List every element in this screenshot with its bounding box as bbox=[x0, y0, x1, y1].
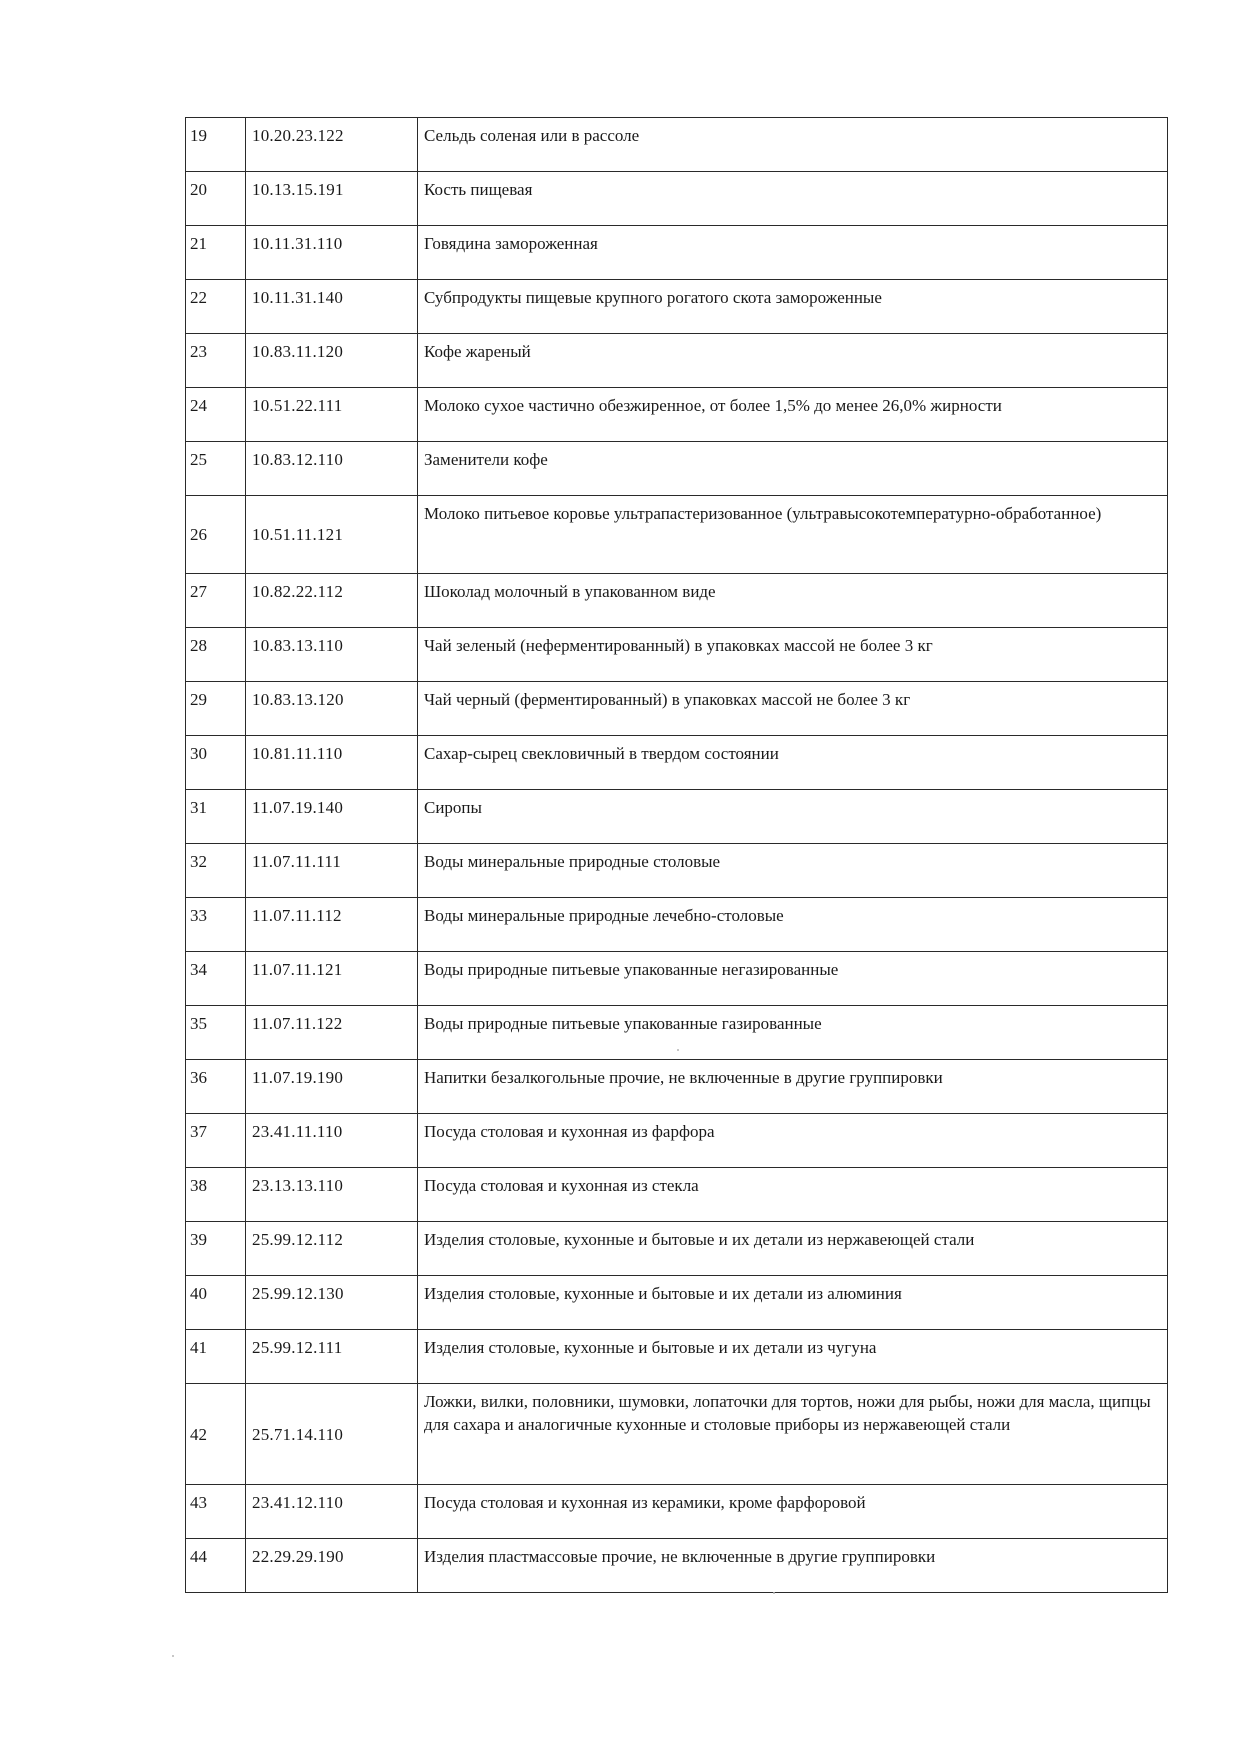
table-row bbox=[186, 1114, 1168, 1168]
product-name: Заменители кофе bbox=[418, 442, 1168, 496]
product-name: Изделия пластмассовые прочие, не включенные в другие группировки bbox=[418, 1539, 1168, 1593]
okpd2-codes-table bbox=[185, 117, 1168, 1593]
okpd2-code: 11.07.19.190 bbox=[246, 1060, 418, 1114]
row-number: 30 bbox=[186, 736, 246, 790]
table-row bbox=[186, 334, 1168, 388]
row-number: 25 bbox=[186, 442, 246, 496]
product-name: Изделия столовые, кухонные и бытовые и их детали из алюминия bbox=[418, 1276, 1168, 1330]
product-name: Кость пищевая bbox=[418, 172, 1168, 226]
okpd2-code: 10.13.15.191 bbox=[246, 172, 418, 226]
table-row bbox=[186, 1330, 1168, 1384]
okpd2-code: 10.51.11.121 bbox=[246, 496, 418, 574]
okpd2-code: 10.82.22.112 bbox=[246, 574, 418, 628]
okpd2-code: 11.07.11.112 bbox=[246, 898, 418, 952]
okpd2-code: 25.71.14.110 bbox=[246, 1384, 418, 1485]
row-number: 38 bbox=[186, 1168, 246, 1222]
table-row bbox=[186, 280, 1168, 334]
row-number: 22 bbox=[186, 280, 246, 334]
table-row bbox=[186, 736, 1168, 790]
table-row bbox=[186, 574, 1168, 628]
product-name: Посуда столовая и кухонная из стекла bbox=[418, 1168, 1168, 1222]
product-name: Воды минеральные природные лечебно-столовые bbox=[418, 898, 1168, 952]
table-row bbox=[186, 844, 1168, 898]
table-row bbox=[186, 388, 1168, 442]
table-row bbox=[186, 952, 1168, 1006]
okpd2-code: 22.29.29.190 bbox=[246, 1539, 418, 1593]
okpd2-code: 10.51.22.111 bbox=[246, 388, 418, 442]
okpd2-code: 25.99.12.130 bbox=[246, 1276, 418, 1330]
okpd2-code: 10.83.12.110 bbox=[246, 442, 418, 496]
table-row bbox=[186, 172, 1168, 226]
product-name: Сиропы bbox=[418, 790, 1168, 844]
row-number: 40 bbox=[186, 1276, 246, 1330]
table-row bbox=[186, 1006, 1168, 1060]
okpd2-code: 10.83.13.120 bbox=[246, 682, 418, 736]
table-row bbox=[186, 442, 1168, 496]
table-row bbox=[186, 898, 1168, 952]
okpd2-code: 25.99.12.111 bbox=[246, 1330, 418, 1384]
table-row bbox=[186, 1485, 1168, 1539]
okpd2-code: 10.11.31.110 bbox=[246, 226, 418, 280]
product-name: Изделия столовые, кухонные и бытовые и их детали из нержавеющей стали bbox=[418, 1222, 1168, 1276]
product-name: Кофе жареный bbox=[418, 334, 1168, 388]
table-row bbox=[186, 1222, 1168, 1276]
table-row bbox=[186, 496, 1168, 574]
product-name: Воды минеральные природные столовые bbox=[418, 844, 1168, 898]
table-row bbox=[186, 1276, 1168, 1330]
product-name: Чай черный (ферментированный) в упаковках массой не более 3 кг bbox=[418, 682, 1168, 736]
product-name: Шоколад молочный в упакованном виде bbox=[418, 574, 1168, 628]
row-number: 33 bbox=[186, 898, 246, 952]
row-number: 31 bbox=[186, 790, 246, 844]
product-name: Посуда столовая и кухонная из фарфора bbox=[418, 1114, 1168, 1168]
okpd2-code: 10.11.31.140 bbox=[246, 280, 418, 334]
row-number: 42 bbox=[186, 1384, 246, 1485]
table-row bbox=[186, 1384, 1168, 1485]
row-number: 23 bbox=[186, 334, 246, 388]
okpd2-code: 11.07.11.122 bbox=[246, 1006, 418, 1060]
row-number: 26 bbox=[186, 496, 246, 574]
scan-speck bbox=[172, 1655, 174, 1657]
product-name: Воды природные питьевые упакованные негазированные bbox=[418, 952, 1168, 1006]
row-number: 32 bbox=[186, 844, 246, 898]
product-name: Говядина замороженная bbox=[418, 226, 1168, 280]
row-number: 43 bbox=[186, 1485, 246, 1539]
product-name: Молоко питьевое коровье ультрапастеризованное (ультравысокотемпературно-обработанное) bbox=[418, 496, 1168, 574]
okpd2-code: 25.99.12.112 bbox=[246, 1222, 418, 1276]
okpd2-code: 23.41.11.110 bbox=[246, 1114, 418, 1168]
row-number: 24 bbox=[186, 388, 246, 442]
okpd2-code: 11.07.11.111 bbox=[246, 844, 418, 898]
row-number: 44 bbox=[186, 1539, 246, 1593]
product-name: Сельдь соленая или в рассоле bbox=[418, 118, 1168, 172]
table-row bbox=[186, 1539, 1168, 1593]
product-name: Напитки безалкогольные прочие, не включенные в другие группировки bbox=[418, 1060, 1168, 1114]
okpd2-code: 10.83.11.120 bbox=[246, 334, 418, 388]
product-name: Изделия столовые, кухонные и бытовые и их детали из чугуна bbox=[418, 1330, 1168, 1384]
row-number: 19 bbox=[186, 118, 246, 172]
table-row bbox=[186, 682, 1168, 736]
scan-speck bbox=[773, 1592, 775, 1594]
row-number: 37 bbox=[186, 1114, 246, 1168]
row-number: 39 bbox=[186, 1222, 246, 1276]
table-row bbox=[186, 1168, 1168, 1222]
row-number: 27 bbox=[186, 574, 246, 628]
table-row bbox=[186, 118, 1168, 172]
row-number: 29 bbox=[186, 682, 246, 736]
table-body bbox=[186, 118, 1168, 1593]
product-name: Молоко сухое частично обезжиренное, от более 1,5% до менее 26,0% жирности bbox=[418, 388, 1168, 442]
okpd2-code: 10.83.13.110 bbox=[246, 628, 418, 682]
table-row bbox=[186, 790, 1168, 844]
product-name: Субпродукты пищевые крупного рогатого скота замороженные bbox=[418, 280, 1168, 334]
row-number: 36 bbox=[186, 1060, 246, 1114]
scan-speck bbox=[677, 1049, 679, 1051]
table-row bbox=[186, 226, 1168, 280]
row-number: 41 bbox=[186, 1330, 246, 1384]
table-row bbox=[186, 1060, 1168, 1114]
row-number: 34 bbox=[186, 952, 246, 1006]
okpd2-code: 23.41.12.110 bbox=[246, 1485, 418, 1539]
product-name: Сахар-сырец свекловичный в твердом состоянии bbox=[418, 736, 1168, 790]
okpd2-code: 10.20.23.122 bbox=[246, 118, 418, 172]
okpd2-code: 11.07.11.121 bbox=[246, 952, 418, 1006]
row-number: 35 bbox=[186, 1006, 246, 1060]
row-number: 20 bbox=[186, 172, 246, 226]
table-row bbox=[186, 628, 1168, 682]
product-name: Посуда столовая и кухонная из керамики, кроме фарфоровой bbox=[418, 1485, 1168, 1539]
row-number: 21 bbox=[186, 226, 246, 280]
product-name: Воды природные питьевые упакованные газированные bbox=[418, 1006, 1168, 1060]
product-name: Чай зеленый (неферментированный) в упаковках массой не более 3 кг bbox=[418, 628, 1168, 682]
row-number: 28 bbox=[186, 628, 246, 682]
okpd2-code: 11.07.19.140 bbox=[246, 790, 418, 844]
okpd2-code: 10.81.11.110 bbox=[246, 736, 418, 790]
product-name: Ложки, вилки, половники, шумовки, лопаточки для тортов, ножи для рыбы, ножи для масла, щипцы для сахара и аналогичные кухонные и столовые приборы из нержавеющей стали bbox=[418, 1384, 1168, 1485]
okpd2-code: 23.13.13.110 bbox=[246, 1168, 418, 1222]
